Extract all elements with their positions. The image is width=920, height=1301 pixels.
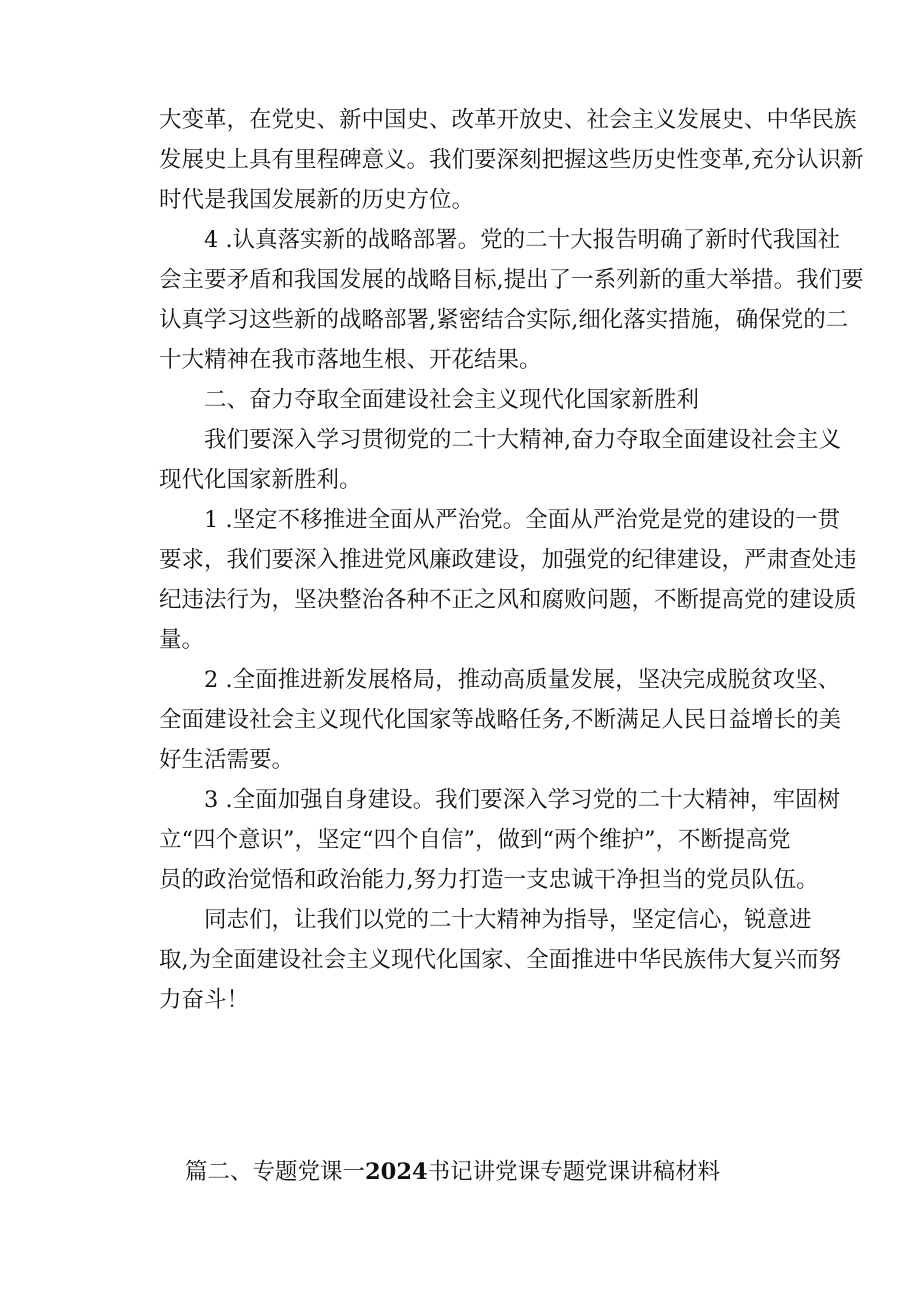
text-line: 好生活需要。 bbox=[159, 747, 295, 773]
paragraph-3 bbox=[114, 420, 842, 500]
text-line: 量。 bbox=[159, 627, 205, 653]
paragraph-5 bbox=[114, 660, 842, 780]
text-line: 纪违法行为，坚决整治各种不正之风和腐败问题，不断提高党的建设质 bbox=[159, 587, 857, 613]
text-line: 我们要深入学习贯彻党的二十大精神,奋力夺取全面建设社会主义 bbox=[204, 427, 842, 453]
text-line: 现代化国家新胜利。 bbox=[159, 467, 362, 493]
section-title-prefix: 篇二、专题党课一 bbox=[185, 1159, 366, 1185]
paragraph-4 bbox=[114, 500, 857, 660]
section-heading-2 bbox=[114, 380, 826, 420]
text-line: 认真学习这些新的战略部署,紧密结合实际,细化落实措施，确保党的二 bbox=[159, 307, 849, 333]
text-line: 发展史上具有里程碑意义。我们要深刻把握这些历史性变革,充分认识新 bbox=[159, 147, 864, 173]
text-line: 1 .坚定不移推进全面从严治党。全面从严治党是党的建设的一贯 bbox=[204, 507, 841, 533]
text-line: 2 .全面推进新发展格局，推动高质量发展，坚决完成脱贫攻坚、 bbox=[204, 667, 841, 693]
paragraph-1 bbox=[114, 100, 864, 220]
text-line: 大变革，在党史、新中国史、改革开放史、社会主义发展史、中华民族 bbox=[159, 107, 857, 133]
section-title-year: 2024 bbox=[365, 1159, 428, 1185]
text-line: 同志们，让我们以党的二十大精神为指导，坚定信心，锐意进 bbox=[204, 907, 812, 933]
text-line: 全面建设社会主义现代化国家等战略任务,不断满足人民日益增长的美 bbox=[159, 707, 842, 733]
paragraph-7 bbox=[114, 900, 842, 1020]
section-title-suffix: 书记讲党课专题党课讲稿材料 bbox=[427, 1159, 721, 1185]
document-body bbox=[114, 100, 864, 1020]
paragraph-6 bbox=[114, 780, 841, 900]
text-line: 取,为全面建设社会主义现代化国家、全面推进中华民族伟大复兴而努 bbox=[159, 947, 842, 973]
text-line: 时代是我国发展新的历史方位。 bbox=[159, 187, 475, 213]
text-line: 4 .认真落实新的战略部署。党的二十大报告明确了新时代我国社 bbox=[204, 227, 841, 253]
section-title-block bbox=[0, 1152, 920, 1192]
text-line: 立“四个意识”，坚定“四个自信”，做到“两个维护”，不断提高党 bbox=[159, 827, 791, 853]
text-line: 会主要矛盾和我国发展的战略目标,提出了一系列新的重大举措。我们要 bbox=[159, 267, 864, 293]
text-line: 二、奋力夺取全面建设社会主义现代化国家新胜利 bbox=[204, 387, 700, 413]
text-line: 力奋斗！ bbox=[159, 987, 250, 1013]
text-line: 3 .全面加强自身建设。我们要深入学习党的二十大精神，牢固树 bbox=[204, 787, 841, 813]
text-line: 要求，我们要深入推进党风廉政建设，加强党的纪律建设，严肃查处违 bbox=[159, 547, 857, 573]
paragraph-2 bbox=[114, 220, 864, 380]
text-line: 十大精神在我市落地生根、开花结果。 bbox=[159, 347, 542, 373]
section-title bbox=[185, 1152, 720, 1192]
text-line: 员的政治觉悟和政治能力,努力打造一支忠诚干净担当的党员队伍。 bbox=[159, 867, 819, 893]
